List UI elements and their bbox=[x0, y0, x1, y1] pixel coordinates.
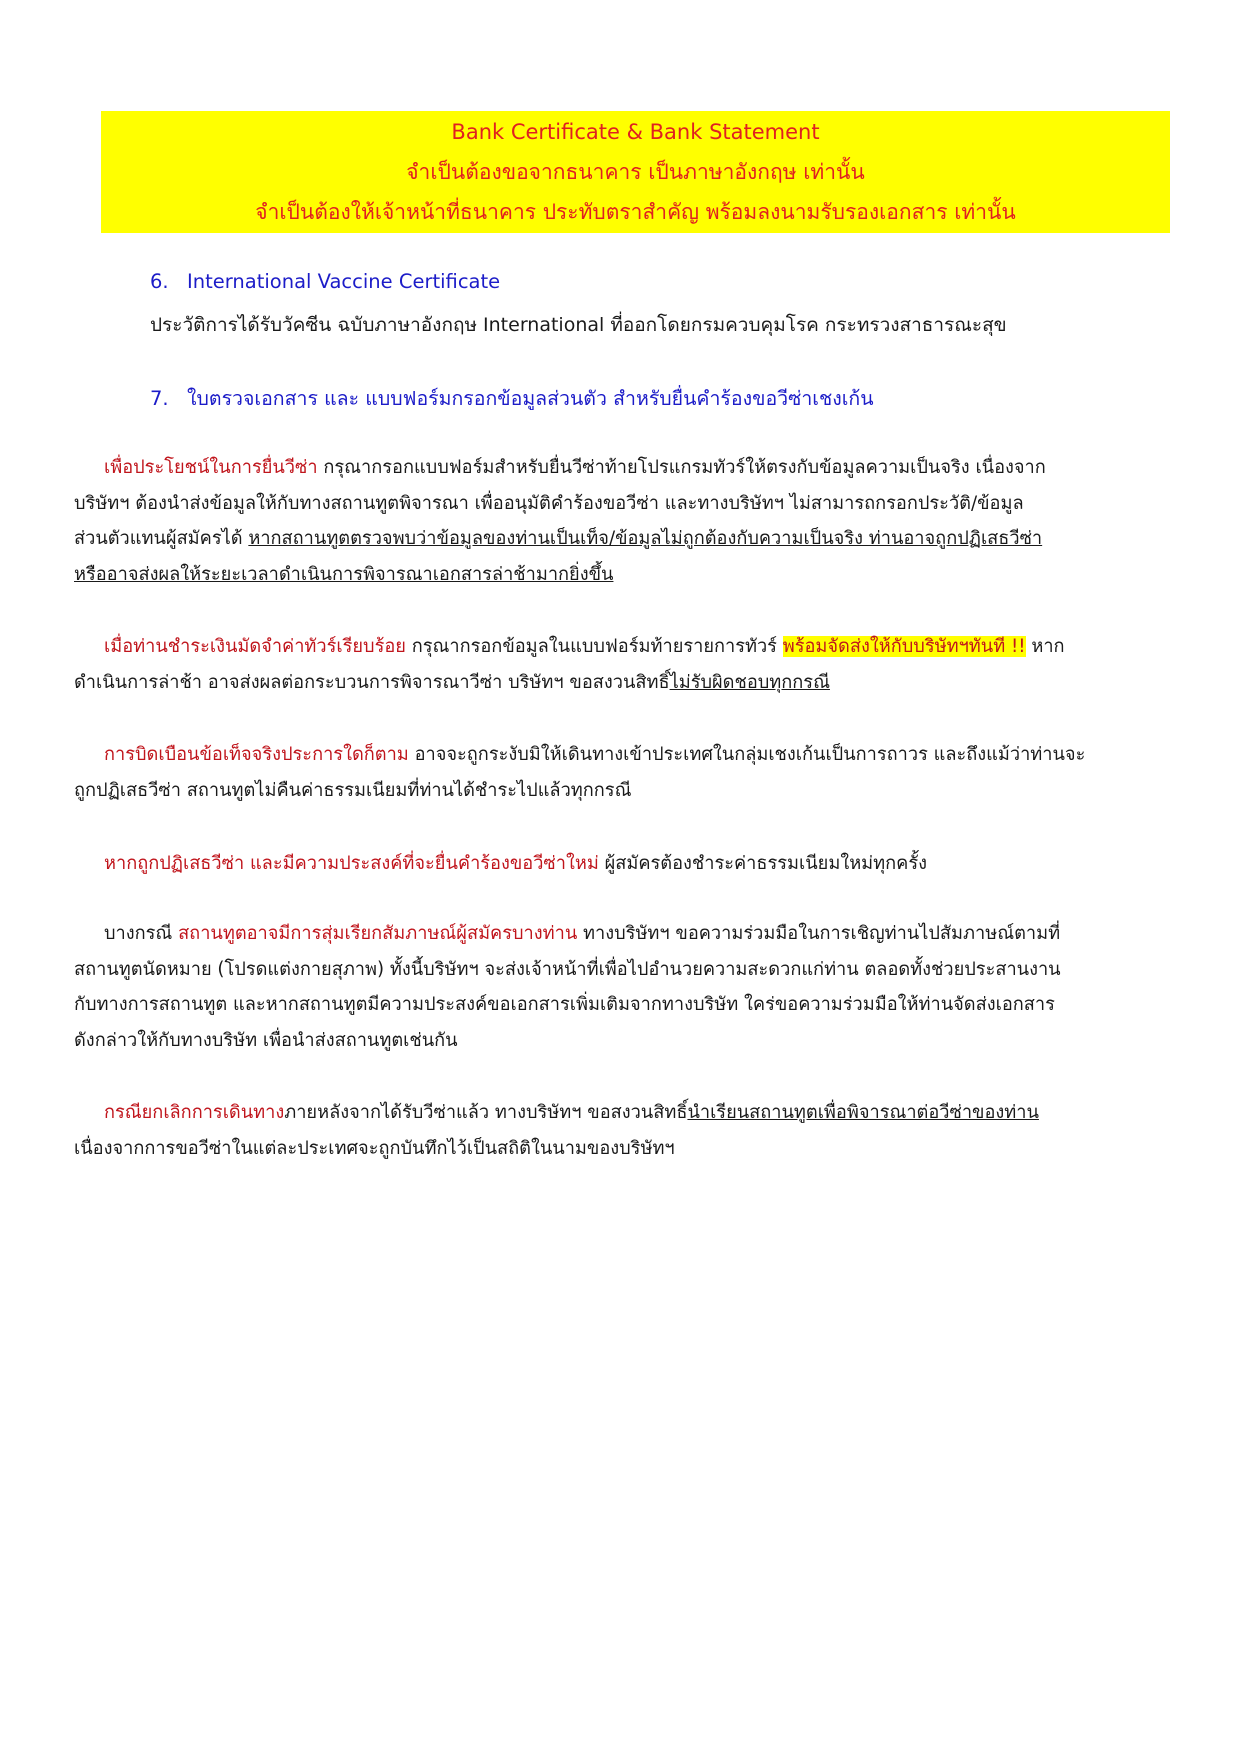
p6-line-2: เนื่องจากการขอวีซ่าในแต่ละประเทศจะถูกบันทึกไว้เป็นสถิติในนามของบริษัทฯ bbox=[74, 1137, 675, 1159]
p1-line-1 bbox=[74, 450, 1168, 486]
p5-lead: สถานทูตอาจมีการสุ่มเรียกสัมภาษณ์ผู้สมัครบางท่าน bbox=[178, 923, 578, 944]
requirements-banner bbox=[101, 111, 1170, 233]
p5-pre: บางกรณี bbox=[104, 923, 179, 944]
section-6-title: International Vaccine Certificate bbox=[187, 270, 501, 293]
banner-line-3: จำเป็นต้องให้เจ้าหน้าที่ธนาคาร ประทับตราสำคัญ พร้อมลงนามรับรองเอกสาร เท่านั้น bbox=[255, 200, 1016, 224]
p1-lead: เพื่อประโยชน์ในการยื่นวีซ่า bbox=[104, 457, 318, 478]
p3-line-2: ถูกปฏิเสธวีซ่า สถานทูตไม่คืนค่าธรรมเนียมที่ท่านได้ชำระไปแล้วทุกกรณี bbox=[74, 779, 632, 801]
banner-line-2: จำเป็นต้องขอจากธนาคาร เป็นภาษาอังกฤษ เท่านั้น bbox=[406, 160, 865, 184]
paragraph-misrepresentation bbox=[74, 737, 1168, 808]
p2-highlight: พร้อมจัดส่งให้กับบริษัทฯทันที !! bbox=[782, 636, 1026, 657]
p5-line-3: กับทางการสถานทูต และหากสถานทูตมีความประสงค์ขอเอกสารเพิ่มเติมจากทางบริษัท ใคร่ขอความร่วมมือให้ท่านจัดส่งเอกสาร bbox=[74, 994, 1055, 1015]
p3-lead: การบิดเบือนข้อเท็จจริงประการใดก็ตาม bbox=[104, 744, 409, 765]
p2-line-2 bbox=[74, 665, 1168, 701]
p1-text-3-underlined: หากสถานทูตตรวจพบว่าข้อมูลของท่านเป็นเท็จ/ข้อมูลไม่ถูกต้องกับความเป็นจริง ท่านอาจถูกปฏิเสธวีซ่า bbox=[248, 528, 1043, 549]
section-7-title: ใบตรวจเอกสาร และ แบบฟอร์มกรอกข้อมูลส่วนตัว สำหรับยื่นคำร้องขอวีซ่าเชงเก้น bbox=[187, 387, 874, 410]
p3-text-1: อาจจะถูกระงับมิให้เดินทางเข้าประเทศในกลุ่มเชงเก้นเป็นการถาวร และถึงแม้ว่าท่านจะ bbox=[408, 744, 1086, 765]
section-7-number: 7. bbox=[150, 387, 169, 410]
p6-lead: กรณียกเลิกการเดินทาง bbox=[104, 1102, 285, 1123]
p2-lead: เมื่อท่านชำระเงินมัดจำค่าทัวร์เรียบร้อย bbox=[104, 636, 406, 657]
p6-text-underlined: นำเรียนสถานทูตเพื่อพิจารณาต่อวีซ่าของท่าน bbox=[687, 1102, 1039, 1123]
banner-line-1: Bank Certificate & Bank Statement bbox=[451, 120, 820, 144]
p1-line-2: บริษัทฯ ต้องนำส่งข้อมูลให้กับทางสถานทูตพิจารณา เพื่ออนุมัติคำร้องขอวีซ่า และทางบริษัทฯ ไม่สามารถกรอกประวัติ/ข้อมูล bbox=[74, 492, 1024, 514]
p2-line-1 bbox=[74, 629, 1168, 665]
p2-text-2-underlined: ไม่รับผิดชอบทุกกรณี bbox=[669, 671, 830, 693]
p5-line-4: ดังกล่าวให้กับทางบริษัท เพื่อนำส่งสถานทูตเช่นกัน bbox=[74, 1029, 458, 1051]
paragraph-interview bbox=[74, 916, 1168, 1058]
paragraph-reapply bbox=[74, 846, 1168, 882]
p5-line-1 bbox=[74, 916, 1168, 952]
p1-line-4: หรืออาจส่งผลให้ระยะเวลาดำเนินการพิจารณาเอกสารล่าช้ามากยิ่งขึ้น bbox=[74, 563, 614, 585]
p4-text-1: ผู้สมัครต้องชำระค่าธรรมเนียมใหม่ทุกครั้ง bbox=[598, 853, 927, 874]
p6-text-1: ภายหลังจากได้รับวีซ่าแล้ว ทางบริษัทฯ ขอสงวนสิทธิ์ bbox=[284, 1102, 688, 1123]
p2-text-2a: ดำเนินการล่าช้า อาจส่งผลต่อกระบวนการพิจารณาวีซ่า บริษัทฯ ขอสงวนสิทธิ์ bbox=[74, 671, 670, 693]
section-6-number: 6. bbox=[150, 270, 169, 293]
section-6-heading bbox=[150, 270, 500, 293]
paragraph-deposit bbox=[74, 629, 1168, 700]
p3-line-1 bbox=[74, 737, 1168, 773]
p2-text-2: หาก bbox=[1025, 636, 1065, 657]
section-6-description: ประวัติการได้รับวัคซีน ฉบับภาษาอังกฤษ International ที่ออกโดยกรมควบคุมโรค กระทรวงสาธารณะสุข bbox=[150, 314, 1007, 336]
p5-line-2: สถานทูตนัดหมาย (โปรดแต่งกายสุภาพ) ทั้งนี้บริษัทฯ จะส่งเจ้าหน้าที่เพื่อไปอำนวยความสะดวกแก่ท่าน ตลอดทั้งช่วยประสานงาน bbox=[74, 958, 1061, 980]
section-7-heading bbox=[150, 383, 874, 414]
p1-text-3a: ส่วนตัวแทนผู้สมัครได้ bbox=[74, 528, 249, 549]
p6-line-1 bbox=[74, 1095, 1168, 1131]
p1-line-3 bbox=[74, 521, 1168, 557]
p2-text-1: กรุณากรอกข้อมูลในแบบฟอร์มท้ายรายการทัวร์ bbox=[405, 636, 783, 657]
p5-text-1: ทางบริษัทฯ ขอความร่วมมือในการเชิญท่านไปสัมภาษณ์ตามที่ bbox=[577, 923, 1061, 944]
p4-line-1 bbox=[74, 846, 1168, 882]
paragraph-visa-benefit bbox=[74, 450, 1168, 592]
p1-text-1: กรุณากรอกแบบฟอร์มสำหรับยื่นวีซ่าท้ายโปรแกรมทัวร์ให้ตรงกับข้อมูลความเป็นจริง เนื่องจาก bbox=[317, 457, 1046, 478]
p4-lead: หากถูกปฏิเสธวีซ่า และมีความประสงค์ที่จะยื่นคำร้องขอวีซ่าใหม่ bbox=[104, 853, 599, 874]
paragraph-cancellation bbox=[74, 1095, 1168, 1166]
